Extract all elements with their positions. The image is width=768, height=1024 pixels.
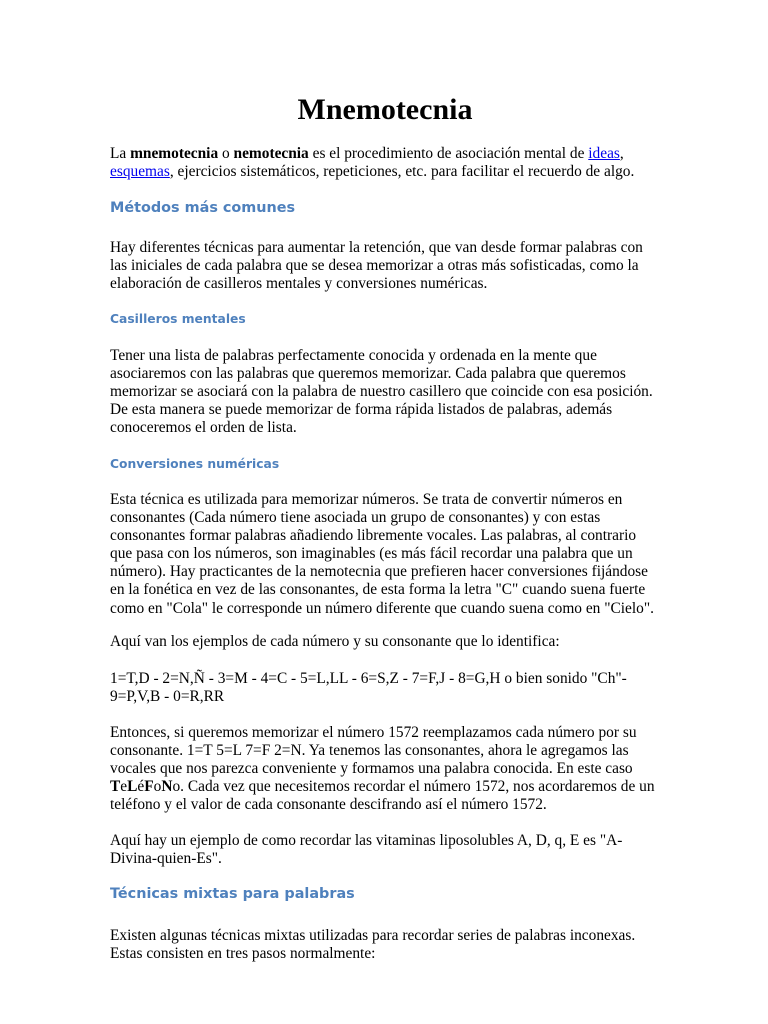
page-title: Mnemotecnia (297, 93, 473, 126)
telefono-letter: T (110, 778, 121, 796)
link-ideas[interactable]: ideas (588, 145, 620, 162)
p4-text: Entonces, si queremos memorizar el número 1572 reemplazamos cada número por su consonante. 1=T 5=L 7=F 2=N. Ya tenemos las consonantes, ahora le agregamos las vocales que nos parezca conveniente y formamos una palabra conocida. En este caso (110, 724, 637, 778)
heading-casilleros: Casilleros mentales (110, 312, 246, 326)
telefono-letter: o (172, 778, 181, 796)
telefono-letter: e (120, 778, 128, 796)
intro-paragraph (110, 145, 660, 181)
conversiones-paragraph-1: Esta técnica es utilizada para memorizar números. Se trata de convertir números en consonantes (Cada número tiene asociada un grupo de consonantes) y con estas consonantes formar palabras añadiendo libremente vocales. Las palabras, al contrario que pasa con los números, son imaginables (es más fácil recordar una palabra que un número). Hay practicantes de la nemotecnia que prefieren hacer conversiones fijándose en la fonética en vez de las consonantes, de esta forma la letra "C" cuando suena fuerte como en "Cola" le corresponde un número diferente que cuando suena como en "Cielo". (110, 491, 654, 617)
conversiones-paragraph-5: Aquí hay un ejemplo de como recordar las vitaminas liposolubles A, D, q, E es "A-Divina-quien-Es". (110, 832, 623, 868)
mixtas-paragraph: Existen algunas técnicas mixtas utilizadas para recordar series de palabras inconexas. Estas consisten en tres pasos normalmente: (110, 927, 636, 963)
intro-text: , ejercicios sistemáticos, repeticiones, etc. para facilitar el recuerdo de algo. (169, 163, 635, 181)
conversiones-paragraph-3: 1=T,D - 2=N,Ñ - 3=M - 4=C - 5=L,LL - 6=S,Z - 7=F,J - 8=G,H o bien sonido "Ch"- 9=P,V,B - 0=R,RR (110, 670, 627, 706)
telefono-letter: L (127, 778, 138, 796)
casilleros-paragraph: Tener una lista de palabras perfectamente conocida y ordenada en la mente que asociaremos con las palabras que queremos memorizar. Cada palabra que queremos memorizar se asociará con la palabra de nuestro casillero que coincide con esa posición. De esta manera se puede memorizar de forma rápida listados de palabras, además conoceremos el orden de lista. (110, 347, 653, 437)
intro-text: , (619, 145, 624, 162)
metodos-paragraph: Hay diferentes técnicas para aumentar la retención, que van desde formar palabras con las iniciales de cada palabra que se desea memorizar a otras más sofisticadas, como la elaboración de casilleros mentales y conversiones numéricas. (110, 239, 643, 293)
term-nemotecnia: nemotecnia (233, 145, 309, 162)
conversiones-paragraph-2: Aquí van los ejemplos de cada número y su consonante que lo identifica: (110, 633, 560, 650)
conversiones-paragraph-4 (110, 724, 660, 814)
link-esquemas[interactable]: esquemas (110, 163, 170, 181)
p4-text: . Cada vez que necesitemos recordar el número 1572, nos acordaremos de un teléfono y el valor de cada consonante descifrando así el número 1572. (110, 778, 655, 814)
telefono-letter: F (144, 778, 154, 796)
heading-mixtas: Técnicas mixtas para palabras (110, 886, 355, 902)
heading-conversiones: Conversiones numéricas (110, 457, 280, 471)
heading-metodos: Métodos más comunes (110, 200, 296, 216)
telefono-letter: é (137, 778, 145, 796)
term-mnemotecnia: mnemotecnia (130, 145, 219, 162)
intro-text: La (110, 145, 131, 162)
telefono-letter: N (161, 778, 173, 796)
intro-text: o (218, 145, 234, 162)
intro-text: es el procedimiento de asociación mental de (308, 145, 589, 162)
telefono-letter: o (153, 778, 162, 796)
